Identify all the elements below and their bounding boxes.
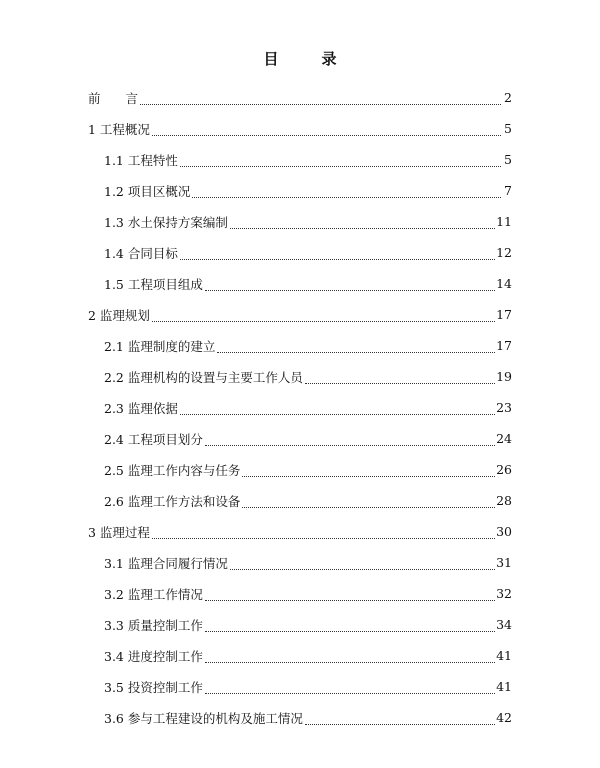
toc-entry-label: 1.5 工程项目组成 bbox=[104, 276, 203, 292]
toc-entry-page-number: 42 bbox=[496, 710, 512, 725]
toc-entry-page-number: 28 bbox=[496, 493, 512, 508]
toc-entry[interactable] bbox=[88, 330, 512, 361]
toc-entry[interactable] bbox=[88, 237, 512, 268]
toc-entry[interactable] bbox=[88, 454, 512, 485]
toc-entry[interactable] bbox=[88, 82, 512, 113]
table-of-contents bbox=[88, 82, 512, 733]
toc-entry-page-number: 31 bbox=[496, 555, 512, 570]
toc-entry-label: 前 言 bbox=[88, 90, 139, 106]
toc-entry[interactable] bbox=[88, 361, 512, 392]
toc-entry[interactable] bbox=[88, 609, 512, 640]
toc-entry[interactable] bbox=[88, 144, 512, 175]
toc-entry-label: 3.1 监理合同履行情况 bbox=[104, 555, 228, 571]
toc-entry-page-number: 32 bbox=[496, 586, 512, 601]
toc-title: 目 录 bbox=[263, 50, 351, 68]
toc-leader-dots bbox=[305, 371, 495, 384]
toc-entry-page-number: 17 bbox=[496, 307, 512, 322]
toc-entry-label: 2.6 监理工作方法和设备 bbox=[104, 493, 241, 509]
toc-entry-label: 1.4 合同目标 bbox=[104, 245, 178, 261]
toc-leader-dots bbox=[205, 650, 495, 663]
toc-leader-dots bbox=[152, 123, 501, 136]
toc-entry-page-number: 5 bbox=[504, 152, 512, 167]
toc-entry[interactable] bbox=[88, 702, 512, 733]
toc-entry-page-number: 2 bbox=[504, 90, 512, 105]
toc-leader-dots bbox=[180, 154, 501, 167]
toc-leader-dots bbox=[152, 526, 495, 539]
toc-entry[interactable] bbox=[88, 268, 512, 299]
toc-entry[interactable] bbox=[88, 516, 512, 547]
toc-entry-label: 2.4 工程项目划分 bbox=[104, 431, 203, 447]
toc-leader-dots bbox=[242, 495, 495, 508]
toc-entry-label: 3.3 质量控制工作 bbox=[104, 617, 203, 633]
toc-entry-label: 2 监理规划 bbox=[88, 307, 150, 323]
toc-leader-dots bbox=[205, 588, 495, 601]
toc-entry-page-number: 26 bbox=[496, 462, 512, 477]
toc-leader-dots bbox=[305, 712, 495, 725]
toc-leader-dots bbox=[205, 681, 495, 694]
toc-entry-page-number: 24 bbox=[496, 431, 512, 446]
toc-leader-dots bbox=[180, 402, 495, 415]
toc-entry-page-number: 12 bbox=[496, 245, 512, 260]
toc-leader-dots bbox=[230, 557, 495, 570]
toc-entry-label: 2.3 监理依据 bbox=[104, 400, 178, 416]
toc-entry-label: 1.3 水土保持方案编制 bbox=[104, 214, 228, 230]
toc-entry-page-number: 30 bbox=[496, 524, 512, 539]
toc-leader-dots bbox=[180, 247, 495, 260]
toc-entry-label: 3.6 参与工程建设的机构及施工情况 bbox=[104, 710, 303, 726]
toc-entry[interactable] bbox=[88, 547, 512, 578]
toc-entry-page-number: 41 bbox=[496, 648, 512, 663]
toc-entry-label: 2.5 监理工作内容与任务 bbox=[104, 462, 241, 478]
toc-entry-label: 3.2 监理工作情况 bbox=[104, 586, 203, 602]
toc-entry[interactable] bbox=[88, 113, 512, 144]
toc-leader-dots bbox=[140, 92, 501, 105]
toc-entry-label: 3.5 投资控制工作 bbox=[104, 679, 203, 695]
toc-entry-label: 1.1 工程特性 bbox=[104, 152, 178, 168]
toc-entry[interactable] bbox=[88, 175, 512, 206]
toc-entry[interactable] bbox=[88, 578, 512, 609]
toc-entry-label: 2.2 监理机构的设置与主要工作人员 bbox=[104, 369, 303, 385]
toc-entry[interactable] bbox=[88, 299, 512, 330]
toc-entry-label: 1 工程概况 bbox=[88, 121, 150, 137]
toc-entry[interactable] bbox=[88, 485, 512, 516]
toc-leader-dots bbox=[205, 619, 495, 632]
toc-leader-dots bbox=[192, 185, 501, 198]
toc-entry[interactable] bbox=[88, 423, 512, 454]
toc-entry[interactable] bbox=[88, 206, 512, 237]
toc-leader-dots bbox=[205, 433, 495, 446]
toc-entry-page-number: 14 bbox=[496, 276, 512, 291]
toc-entry-page-number: 11 bbox=[496, 214, 512, 229]
toc-entry-page-number: 5 bbox=[504, 121, 512, 136]
toc-leader-dots bbox=[217, 340, 495, 353]
toc-leader-dots bbox=[152, 309, 495, 322]
toc-entry-page-number: 34 bbox=[496, 617, 512, 632]
toc-entry-label: 1.2 项目区概况 bbox=[104, 183, 191, 199]
toc-entry-label: 2.1 监理制度的建立 bbox=[104, 338, 216, 354]
toc-leader-dots bbox=[205, 278, 495, 291]
toc-entry-page-number: 19 bbox=[496, 369, 512, 384]
toc-leader-dots bbox=[230, 216, 495, 229]
toc-entry-page-number: 23 bbox=[496, 400, 512, 415]
toc-leader-dots bbox=[242, 464, 495, 477]
toc-entry[interactable] bbox=[88, 671, 512, 702]
toc-entry-page-number: 41 bbox=[496, 679, 512, 694]
toc-entry-label: 3 监理过程 bbox=[88, 524, 150, 540]
toc-entry-label: 3.4 进度控制工作 bbox=[104, 648, 203, 664]
toc-entry[interactable] bbox=[88, 640, 512, 671]
toc-entry[interactable] bbox=[88, 392, 512, 423]
toc-entry-page-number: 7 bbox=[504, 183, 512, 198]
toc-entry-page-number: 17 bbox=[496, 338, 512, 353]
